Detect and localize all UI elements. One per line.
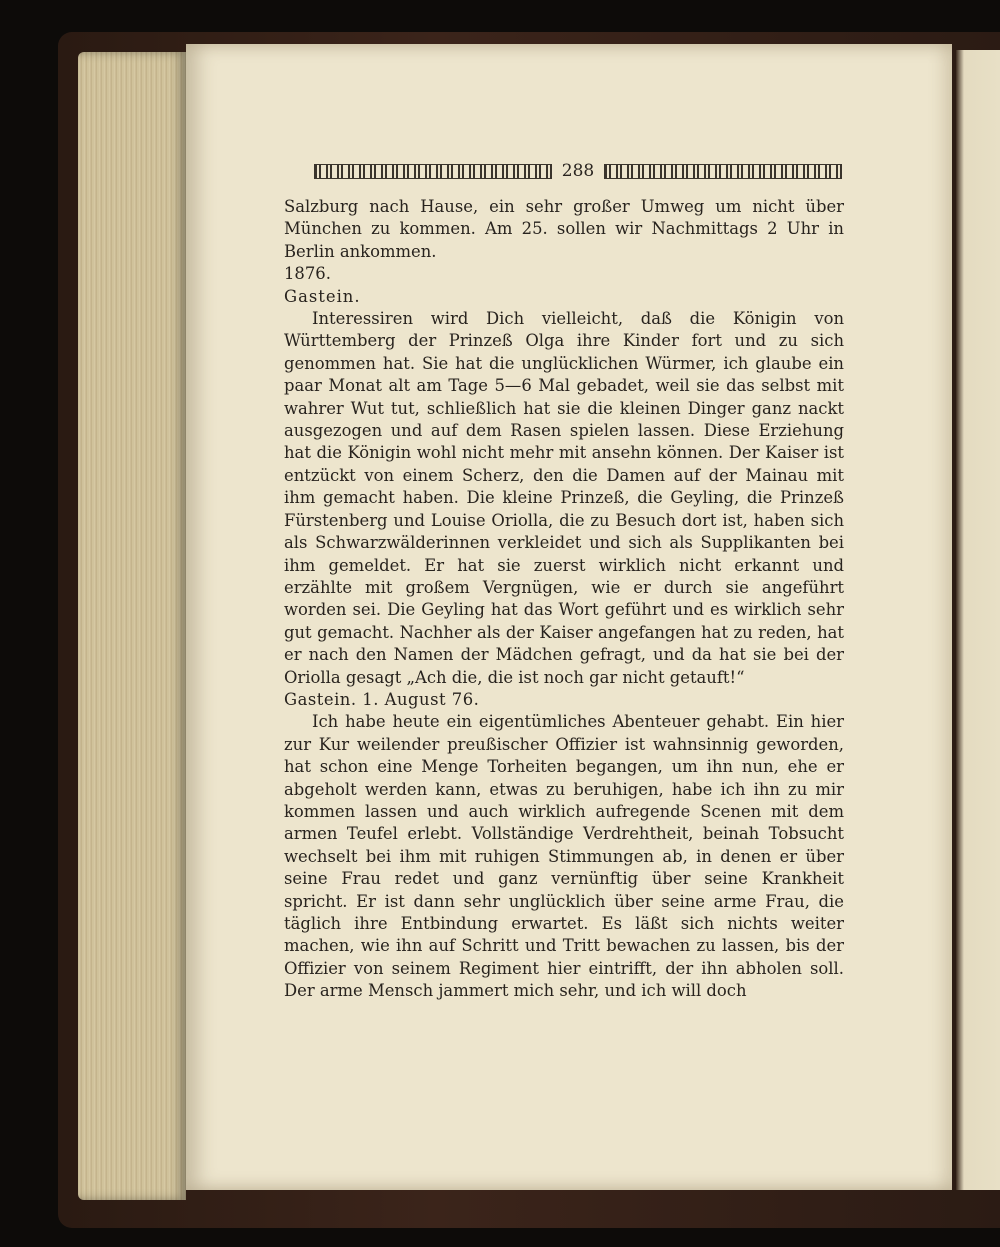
paragraph-letter-2: Ich habe heute ein eigentümliches Abenteuer gehabt. Ein hier zur Kur weilender preußischer Offizier ist wahnsinnig geworden, hat schon eine Menge Torheiten begangen, um ihn nun, ehe er abgeholt werden kann, etwas zu beruhigen, habe ich ihn zu mir kommen lassen und auch wirklich aufregende Scenen mit dem armen Teufel erlebt. Vollständige Verdrehtheit, beinah Tobsucht wechselt bei ihm mit ruhigen Stimmungen ab, in denen er über seine Frau redet und ganz vernünftig über seine Krankheit spricht. Er ist dann sehr unglücklich über seine arme Frau, die täglich ihre Entbindung erwartet. Es läßt sich nichts weiter machen, wie ihn auf Schritt und Tritt bewachen zu lassen, bis der Offizier von seinem Regiment hier eintrifft, der ihn abholen soll. Der arme Mensch jammert mich sehr, und ich will doch <box>284 712 844 1001</box>
page-text <box>284 196 844 1003</box>
paragraph-continuation: Salzburg nach Hause, ein sehr großer Umweg um nicht über München zu kommen. Am 25. sollen wir Nachmittags 2 Uhr in Berlin ankommen. <box>284 197 844 261</box>
page-header <box>314 160 842 182</box>
paragraph-letter-1: Interessiren wird Dich vielleicht, daß die Königin von Württemberg der Prinzeß Olga ihre Kinder fort und zu sich genommen hat. Sie hat die unglücklichen Würmer, ich glaube ein paar Monat alt am Tage 5—6 Mal gebadet, weil sie das selbst mit wahrer Wut tut, schließlich hat sie die kleinen Dinger ganz nackt ausgezogen und auf dem Rasen spielen lassen. Diese Erziehung hat die Königin wohl nicht mehr mit ansehn können. Der Kaiser ist entzückt von einem Scherz, den die Damen auf der Mainau mit ihm gemacht haben. Die kleine Prinzeß, die Geyling, die Prinzeß Fürstenberg und Louise Oriolla, die zu Besuch dort ist, haben sich als Schwarzwälderinnen verkleidet und sich als Supplikanten bei ihm gemeldet. Er hat sie zuerst wirklich nicht erkannt und erzählte mit großem Vergnügen, wie er durch sie angeführt worden sei. Die Geyling hat das Wort geführt und es wirklich sehr gut gemacht. Nachher als der Kaiser angefangen hat zu reden, hat er nach den Namen der Mädchen gefragt, und da hat sie bei der Oriolla gesagt „Ach die, die ist noch gar nicht getauft!“ <box>284 309 844 687</box>
ornament-band-right <box>604 164 842 179</box>
year-heading: 1876. <box>284 264 331 284</box>
place-date-heading: Gastein. 1. August 76. <box>284 689 480 709</box>
book-page <box>186 44 952 1190</box>
ornament-band-left <box>314 164 552 179</box>
place-heading: Gastein. <box>284 286 361 306</box>
page-edges <box>78 52 186 1200</box>
facing-page-edge <box>956 50 1000 1190</box>
page-number: 288 <box>561 161 595 181</box>
